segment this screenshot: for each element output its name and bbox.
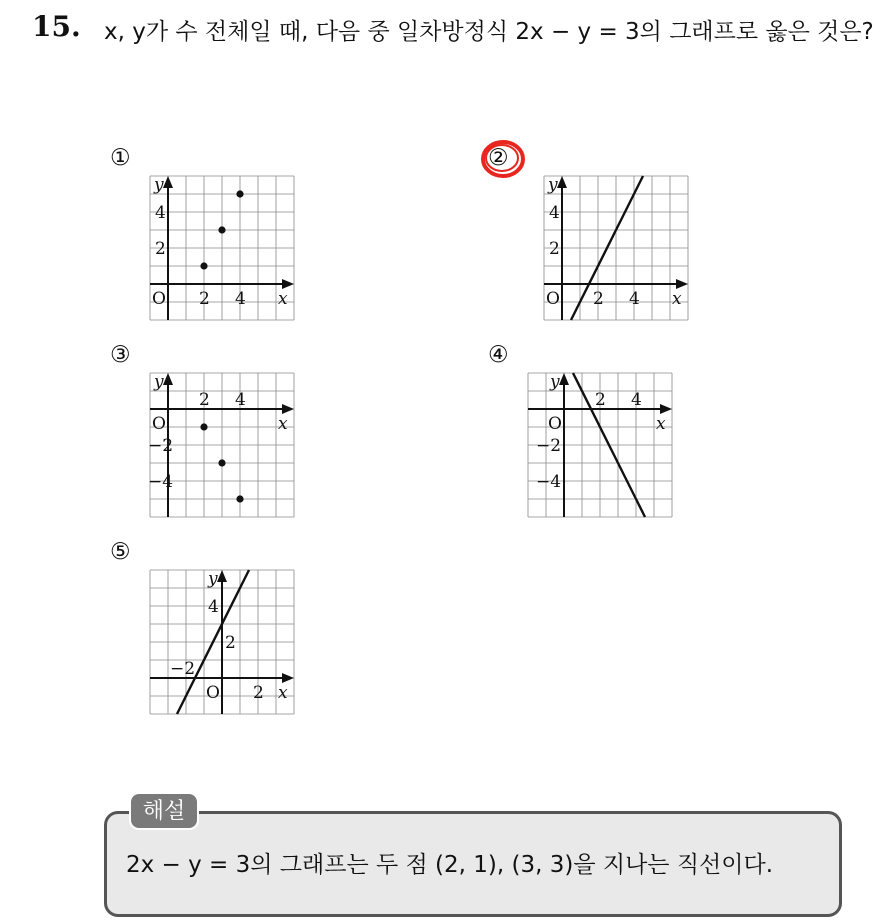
x-tick-label: 2 (199, 289, 210, 309)
data-point (200, 262, 207, 269)
y-tick-label: −4 (536, 472, 562, 492)
x-axis-label: x (278, 683, 288, 703)
option-5-graph[interactable] (150, 570, 300, 720)
x-axis-arrow (282, 673, 294, 683)
x-tick-label: −2 (170, 659, 196, 679)
data-point (218, 226, 225, 233)
option-4-graph[interactable] (528, 373, 678, 523)
y-axis-arrow (217, 570, 227, 582)
option-2-label[interactable]: ② (488, 145, 509, 171)
explanation-tag: 해설 (129, 792, 199, 830)
data-point (236, 495, 243, 502)
option-2-graph[interactable] (544, 176, 694, 326)
graph-grid (544, 176, 688, 320)
x-axis-arrow (660, 404, 672, 414)
origin-label: O (152, 289, 166, 309)
y-axis-arrow (557, 176, 567, 188)
question-number: 15. (32, 10, 81, 43)
x-tick-label: 4 (235, 390, 246, 410)
y-axis-label: y (550, 372, 560, 392)
x-tick-label: 4 (235, 289, 246, 309)
x-tick-label: 4 (629, 289, 640, 309)
y-axis-label: y (154, 372, 164, 392)
y-tick-label: −2 (148, 436, 174, 456)
correct-answer-mark (478, 136, 530, 184)
x-tick-label: 2 (199, 390, 210, 410)
y-axis-arrow (559, 373, 569, 385)
origin-label: O (206, 683, 220, 703)
data-point (236, 190, 243, 197)
x-axis-label: x (672, 289, 682, 309)
y-tick-label: 4 (208, 597, 219, 617)
y-axis-arrow (163, 176, 173, 188)
data-point (218, 459, 225, 466)
x-axis-arrow (676, 279, 688, 289)
x-tick-label: 4 (631, 390, 642, 410)
y-axis-label: y (154, 175, 164, 195)
option-4-label[interactable]: ④ (488, 342, 509, 368)
graph-grid (150, 176, 294, 320)
option-3-label[interactable]: ③ (110, 342, 131, 368)
y-axis-arrow (163, 373, 173, 385)
y-tick-label: 2 (225, 633, 236, 653)
y-tick-label: 4 (155, 203, 166, 223)
y-tick-label: 2 (549, 239, 560, 259)
x-axis-arrow (282, 404, 294, 414)
option-3-graph[interactable] (150, 373, 300, 523)
explanation-text: 2x − y = 3의 그래프는 두 점 (2, 1), (3, 3)을 지나는 직선이다. (126, 852, 774, 878)
y-axis-label: y (208, 569, 218, 589)
origin-label: O (548, 414, 562, 434)
origin-label: O (152, 414, 166, 434)
y-tick-label: −2 (536, 436, 562, 456)
question-text: x, y가 수 전체일 때, 다음 중 일차방정식 2x − y = 3의 그래프로 옳은 것은? (104, 19, 874, 45)
origin-label: O (546, 289, 560, 309)
x-axis-label: x (278, 414, 288, 434)
y-tick-label: 4 (549, 203, 560, 223)
option-1-label[interactable]: ① (110, 145, 131, 171)
x-tick-label: 2 (593, 289, 604, 309)
x-tick-label: 2 (253, 683, 264, 703)
option-1-graph[interactable] (150, 176, 300, 326)
x-axis-arrow (282, 279, 294, 289)
option-5-label[interactable]: ⑤ (110, 539, 131, 565)
y-tick-label: −4 (148, 472, 174, 492)
y-tick-label: 2 (155, 239, 166, 259)
mark-ring-inner (486, 145, 518, 171)
x-axis-label: x (278, 289, 288, 309)
y-axis-label: y (548, 175, 558, 195)
x-tick-label: 2 (595, 390, 606, 410)
x-axis-label: x (656, 414, 666, 434)
data-point (200, 423, 207, 430)
